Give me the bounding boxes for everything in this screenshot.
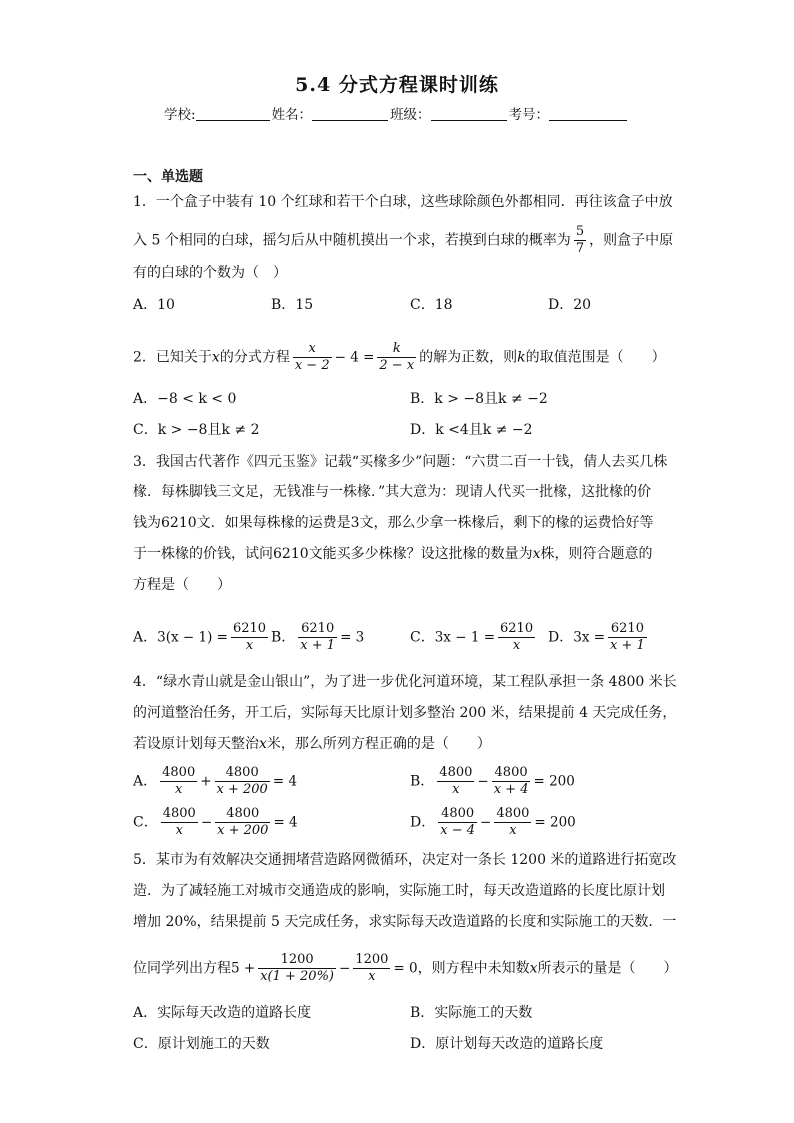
- q1-line2: 入 5 个相同的白球，摇匀后从中随机摸出一个求，若摸到白球的概率为 $\frac{5}{7}$ ，则盒子中原: [133, 224, 674, 256]
- q3-option-d[interactable]: D．3x = $\frac{6210}{x + 1}$: [548, 621, 645, 653]
- q5-line1: 5．某市为有效解决交通拥堵营造路网微循环，决定对一条长 1200 米的道路进行拓宽改: [133, 852, 677, 868]
- q3-option-a[interactable]: A．3(x − 1) = $\frac{6210}{x}$: [133, 621, 267, 653]
- q3-option-b[interactable]: B． $\frac{6210}{x + 1}$ = 3: [271, 621, 365, 653]
- q2-frac-lhs: $\frac{x}{x - 2}$: [294, 341, 330, 373]
- q2-stem: 2．已知关于x的分式方程 $\frac{x}{x - 2}$ − 4 = $\frac{k}{2 - x}$ 的解为正数，则k的取值范围是（ ）: [133, 341, 666, 373]
- q3-option-c[interactable]: C．3x − 1 = $\frac{6210}{x}$: [410, 621, 534, 653]
- q1-option-c[interactable]: C．18: [410, 297, 453, 313]
- q2-option-a[interactable]: A．−8 < k < 0: [133, 391, 237, 407]
- name-label: 姓名：: [271, 107, 313, 123]
- q4-line1: 4．“绿水青山就是金山银山”，为了进一步优化河道环境，某工程队承担一条 4800 米长: [133, 674, 677, 690]
- q4-line2: 的河道整治任务，开工后，实际每天比原计划多整治 200 米，结果提前 4 天完成任务，: [133, 705, 677, 721]
- page-title: 5.4 分式方程课时训练: [295, 74, 499, 96]
- q5-option-a[interactable]: A．实际每天改造的道路长度: [133, 1005, 312, 1021]
- q1-line3: 有的白球的个数为（ ）: [133, 265, 287, 281]
- student-info-line: [164, 103, 629, 123]
- q3-line3: 钱为6210文．如果每株椽的运费是3文，那么少拿一株椽后，剩下的椽的运费恰好等: [133, 515, 654, 531]
- q5-option-c[interactable]: C．原计划施工的天数: [133, 1036, 270, 1052]
- q2-option-c[interactable]: C．k > −8且k ≠ 2: [133, 422, 260, 438]
- q1-fraction: $\frac{5}{7}$: [575, 224, 585, 256]
- q5-line2: 造．为了减轻施工对城市交通造成的影响，实际施工时，每天改造道路的长度比原计划: [133, 883, 665, 899]
- q4-option-b[interactable]: B． $\frac{4800}{x}$ − $\frac{4800}{x + 4}$ = 200: [410, 765, 575, 797]
- q3-line4: 于一株椽的价钱，试问6210文能买多少株椽？设这批椽的数量为x株，则符合题意的: [133, 546, 653, 562]
- q3-line5: 方程是（ ）: [133, 577, 231, 593]
- q4-option-c[interactable]: C． $\frac{4800}{x}$ − $\frac{4800}{x + 200}$ = 4: [133, 806, 298, 838]
- q2-frac-rhs: $\frac{k}{2 - x}$: [379, 341, 415, 373]
- q5-line4: 位同学列出方程5 + $\frac{1200}{x(1 + 20\%)}$ − $\frac{1200}{x}$ = 0，则方程中未知数x所表示的量是（ ）: [133, 952, 678, 984]
- q5-option-d[interactable]: D．原计划每天改造的道路长度: [410, 1036, 604, 1052]
- exam-no-label: 考号：: [508, 107, 550, 123]
- exam-no-blank[interactable]: [549, 106, 627, 121]
- q5-option-b[interactable]: B．实际施工的天数: [410, 1005, 533, 1021]
- name-blank[interactable]: [312, 106, 388, 121]
- q2-option-d[interactable]: D．k <4且k ≠ −2: [410, 422, 533, 438]
- q3-line2: 椽．每株脚钱三文足，无钱准与一株椽．”其大意为：现请人代买一批椽，这批椽的价: [133, 484, 652, 500]
- q1-line1: 1．一个盒子中装有 10 个红球和若干个白球，这些球除颜色外都相同．再往该盒子中放: [133, 194, 673, 210]
- q1-option-a[interactable]: A．10: [133, 297, 175, 313]
- section-title: 一、单选题: [133, 169, 203, 185]
- class-blank[interactable]: [431, 106, 507, 121]
- q4-option-a[interactable]: A． $\frac{4800}{x}$ + $\frac{4800}{x + 200}$ = 4: [133, 765, 298, 797]
- q1-option-d[interactable]: D．20: [548, 297, 592, 313]
- class-label: 班级：: [390, 107, 431, 123]
- school-blank[interactable]: [196, 106, 270, 121]
- q2-option-b[interactable]: B．k > −8且k ≠ −2: [410, 391, 548, 407]
- q4-option-d[interactable]: D． $\frac{4800}{x - 4}$ − $\frac{4800}{x}$ = 200: [410, 806, 576, 838]
- q3-line1: 3．我国古代著作《四元玉鉴》记载“买椽多少”问题：“六贯二百一十钱，倩人去买几株: [133, 454, 668, 470]
- q4-line3: 若设原计划每天整治x米，那么所列方程正确的是（ ）: [133, 736, 491, 752]
- q5-line3: 增加 20%，结果提前 5 天完成任务，求实际每天改造道路的长度和实际施工的天数．一: [133, 914, 677, 930]
- school-label: 学校:: [164, 107, 196, 123]
- q1-option-b[interactable]: B．15: [271, 297, 314, 313]
